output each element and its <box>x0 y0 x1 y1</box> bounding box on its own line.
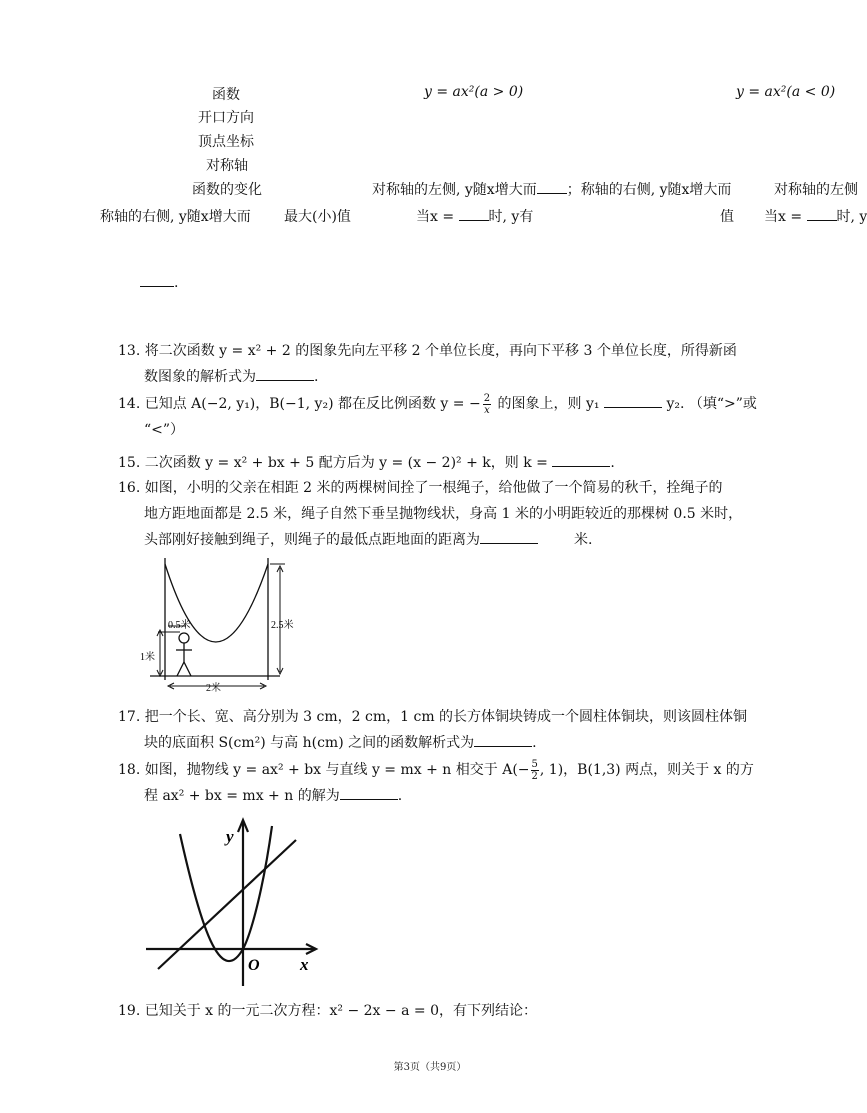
question-text: 如图，小明的父亲在相距 2 米的两棵树间拴了一根绳子，给他做了一个简易的秋千，拴绳子的 <box>144 480 723 496</box>
question-text: 的图象上，则 y₁ <box>497 396 600 412</box>
question-18 <box>118 757 768 809</box>
table-extreme-pos-c: 值 <box>720 209 734 225</box>
blank <box>459 206 489 221</box>
question-text: . <box>610 455 615 471</box>
question-14 <box>118 391 768 443</box>
question-text: y₂. （填“>”或 <box>666 396 757 412</box>
table-extreme-pos <box>416 206 533 226</box>
question-text: 已知关于 x 的一元二次方程：x² − 2x − a = 0，有下列结论： <box>144 1003 537 1019</box>
question-number: 16. <box>118 480 141 496</box>
label-two-half-meter: 2.5米 <box>271 620 294 631</box>
question-number: 18. <box>118 762 141 778</box>
question-number: 15. <box>118 455 141 471</box>
table-col-a-positive: y = ax²(a > 0) <box>424 84 524 100</box>
fraction-denominator: 2 <box>531 770 538 782</box>
question-number: 19. <box>118 1003 141 1019</box>
question-text: 程 ax² + bx = mx + n 的解为 <box>144 788 340 804</box>
label-origin: O <box>248 957 260 974</box>
table-change-pos <box>372 179 731 199</box>
question-text: . <box>314 369 319 385</box>
question-text: 块的底面积 S(cm²) 与高 h(cm) 之间的函数解析式为 <box>144 735 475 751</box>
label-x: x <box>300 955 309 974</box>
fraction <box>531 759 539 782</box>
question-text: 数图象的解析式为 <box>144 369 256 385</box>
label-y: y <box>226 827 234 846</box>
extreme-neg-b: 时, y <box>836 209 867 225</box>
parabola-curve <box>180 826 272 961</box>
question-text: 头部刚好接触到绳子，则绳子的最低点距地面的距离为 <box>144 532 480 548</box>
question-number: 17. <box>118 709 141 725</box>
child-head <box>179 633 189 643</box>
label-one-meter: 1米 <box>140 652 155 663</box>
question-number: 13. <box>118 343 141 359</box>
blank <box>552 452 610 467</box>
table-row-change: 函数的变化 <box>192 182 262 198</box>
table-row-opening: 开口方向 <box>198 110 254 126</box>
blank <box>604 393 662 408</box>
question-text: “<”） <box>144 422 185 438</box>
question-15 <box>118 450 768 476</box>
question-text: , 1)，B(1,3) 两点，则关于 x 的方 <box>539 762 754 778</box>
question-text: 米. <box>574 532 593 548</box>
change-pos-text-b: ；称轴的右侧, y随x增大而 <box>566 182 732 198</box>
extreme-pos-a: 当x = <box>416 209 455 225</box>
blank <box>807 206 837 221</box>
trailing-period: . <box>174 275 179 291</box>
blank <box>256 366 314 381</box>
page-footer: 第3页（共9页） <box>393 1062 467 1073</box>
blank <box>340 785 398 800</box>
table-col-a-negative: y = ax²(a < 0) <box>736 84 836 100</box>
question-13 <box>118 338 768 390</box>
table-row-vertex: 顶点坐标 <box>198 134 254 150</box>
question-text: 将二次函数 y = x² + 2 的图象先向左平移 2 个单位长度，再向下平移 3 个单位长度，所得新函 <box>144 343 737 359</box>
figure-swing <box>140 550 320 702</box>
extreme-pos-b: 时, y有 <box>488 209 534 225</box>
question-17 <box>118 704 768 756</box>
blank <box>537 179 567 194</box>
label-two-meter: 2米 <box>206 683 221 694</box>
table-header-function: 函数 <box>212 87 240 103</box>
table-trailing <box>140 272 178 291</box>
figure-parabola-line <box>140 814 330 992</box>
question-text: 已知点 A(−2, y₁)，B(−1, y₂) 都在反比例函数 y = − <box>144 396 481 412</box>
question-text: . <box>532 735 537 751</box>
fraction-denominator: x <box>484 404 490 416</box>
question-text: 把一个长、宽、高分别为 3 cm，2 cm，1 cm 的长方体铜块铸成一个圆柱体铜块，则该圆柱体铜 <box>144 709 748 725</box>
question-number: 14. <box>118 396 141 412</box>
table-row-extreme: 最大(小)值 <box>284 209 351 225</box>
question-text: 地方距地面都是 2.5 米，绳子自然下垂呈抛物线状，身高 1 米的小明距较近的那棵树 0.5 米时， <box>144 506 743 522</box>
question-text: 如图，抛物线 y = ax² + bx 与直线 y = mx + n 相交于 A(− <box>144 762 530 778</box>
question-16 <box>118 475 768 553</box>
fraction-numerator: 2 <box>483 392 491 404</box>
label-half-meter: 0.5米 <box>168 620 191 631</box>
table-change-neg-a: 对称轴的左侧 <box>774 182 858 198</box>
fraction <box>483 393 491 416</box>
extreme-neg-a: 当x = <box>764 209 803 225</box>
question-text: 二次函数 y = x² + bx + 5 配方后为 y = (x − 2)² + k，则 k = <box>144 455 548 471</box>
blank <box>140 272 174 287</box>
table-extreme-neg <box>764 206 867 226</box>
question-text: . <box>397 788 403 804</box>
question-19 <box>118 998 768 1024</box>
blank <box>474 732 532 747</box>
table-change-neg-b: 称轴的右侧, y随x增大而 <box>100 209 251 225</box>
change-pos-text-a: 对称轴的左侧, y随x增大而 <box>372 182 537 198</box>
fraction-numerator: 5 <box>531 758 538 770</box>
table-row-axis: 对称轴 <box>206 158 248 174</box>
blank <box>480 529 538 544</box>
